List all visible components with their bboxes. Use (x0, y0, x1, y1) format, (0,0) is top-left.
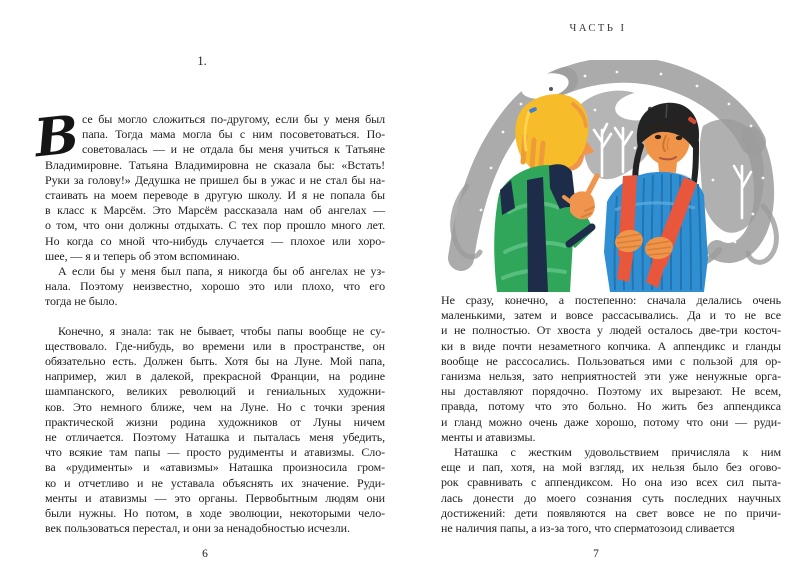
paragraph (441, 293, 781, 445)
text-line: менты и атавизмы — это органы. Первобытным людям они (45, 490, 385, 505)
page-number-left: 6 (202, 548, 208, 560)
text-line: век пользоваться перестал, и они за ненадобностью исчезли. (45, 521, 350, 536)
text-line: ществовало. Где-нибудь, во времени или в пространстве, он (45, 338, 385, 353)
text-line: Владимировне. Татьяна Владимировна не сказала бы: «Встать! (45, 157, 385, 172)
text-line: Но когда со мной что-нибудь случается — плохое или хоро- (45, 233, 385, 248)
text-line: правда, потому что это больно. Но жить без аппендикса (441, 399, 781, 414)
text-line: ки в виде почти незаметного копчика. А аппендикс и гланды (441, 338, 781, 353)
paragraph (45, 324, 385, 537)
drop-cap-letter: В (31, 104, 82, 170)
text-line: были нужны. Но потом, в ходе эволюции, некоторыми чело- (45, 506, 385, 521)
text-line: практической жизни родина художников от Луны ничем (45, 414, 385, 429)
text-line: шампанского, великих революций и гениальных художни- (45, 384, 385, 399)
text-line: ва «рудименты» и «атавизмы» Наташка произносила гром- (45, 460, 385, 475)
right-page-text (441, 293, 781, 536)
text-line: тогда не было. (45, 294, 118, 309)
text-line: ко и отчетливо и не уставала объяснять их значение. Руди- (45, 475, 385, 490)
text-line: вообще не рассосались. Пользоваться ими с пользой для ор- (441, 353, 781, 368)
text-line: А если бы у меня был папа, я никогда бы об ангелах не уз- (58, 264, 385, 279)
text-line: шее, — я и теперь об этом вспоминаю. (45, 248, 240, 263)
text-line: лась донести до моего сознания суть последних научных (441, 490, 781, 505)
part-header: ЧАСТЬ I (569, 23, 627, 34)
text-line: что всякие там папы — просто рудименты и атавизмы. Сло- (45, 445, 385, 460)
text-line: не отличается. Поэтому Наташка и пыталась меня убедить, (45, 430, 385, 445)
text-line: ны доставляют порядочно. Поэтому их вырезают. Не всем, (441, 384, 781, 399)
paragraph (441, 445, 781, 536)
text-line: например, жил в далекой, прекрасной Франции, на родине (45, 369, 385, 384)
page-number-right: 7 (593, 548, 599, 560)
text-line: о том, что они должны отдыхать. С тех пор прошло много лет. (45, 218, 385, 233)
text-line: Руки за голову!» Дедушка не пришел бы в ужас и не стал бы на- (45, 172, 385, 187)
paragraph (31, 104, 385, 264)
text-line: в класс к Марсём. Это Марсём рассказала нам об ангелах — (45, 203, 385, 218)
text-line: ков. Это немного ближе, чем на Луне. Но с точки зрения (45, 399, 385, 414)
text-line: менты и атавизмы. (441, 429, 536, 444)
text-line: Конечно, я знала: так не бывает, чтобы папы вообще не су- (58, 323, 385, 338)
paragraph (45, 264, 385, 310)
text-line: советовалась — и не отдала бы меня учиться к Татьяне (82, 142, 385, 157)
text-line: не наличия папы, а из-за того, что сперматозоид сливается (441, 521, 735, 536)
text-line: папа. Тогда мама могла бы с ним посоветоваться. По- (82, 127, 385, 142)
illustration-two-girls (445, 60, 785, 292)
text-line: еще и пап, хотя, на мой взгляд, их нельзя было без огово- (441, 460, 781, 475)
text-line: рок сравнивать с аппендиксом. Но она изо всех сил пыта- (441, 475, 781, 490)
text-line: ганизма нельзя, зато неприятностей эти уже ненужные орга- (441, 369, 781, 384)
text-line: и гланд можно очень даже хорошо, потому что они — руди- (441, 414, 781, 429)
drop-cap-lines (82, 112, 385, 158)
text-line: маленькими, затем и вовсе рассасывались. Да и то не все (441, 308, 781, 323)
text-line: нала. Поэтому неизвестно, хорошо это или плохо, что его (45, 279, 385, 294)
text-line: се бы могло сложиться по-другому, если бы у меня был (82, 112, 385, 126)
left-page-text (31, 104, 385, 536)
text-line: стаивать на моем переводе в другую школу. И я не попала бы (45, 188, 385, 203)
text-line: и не полностью. От хвоста у людей осталось две-три косточ- (441, 323, 781, 338)
text-line: Не сразу, конечно, а постепенно: сначала делались очень (441, 293, 781, 307)
text-line: обязательно есть. Должен быть. Хотя бы на Луне. Мой папа, (45, 354, 385, 369)
paragraph-lines (45, 158, 385, 264)
chapter-number: 1. (197, 54, 207, 68)
pointing-hand (570, 191, 595, 219)
text-line: Наташка с жестким удовольствием причисляла к ним (454, 445, 781, 460)
text-line: достижений: дети появляются на свет вовсе не по причи- (441, 505, 781, 520)
